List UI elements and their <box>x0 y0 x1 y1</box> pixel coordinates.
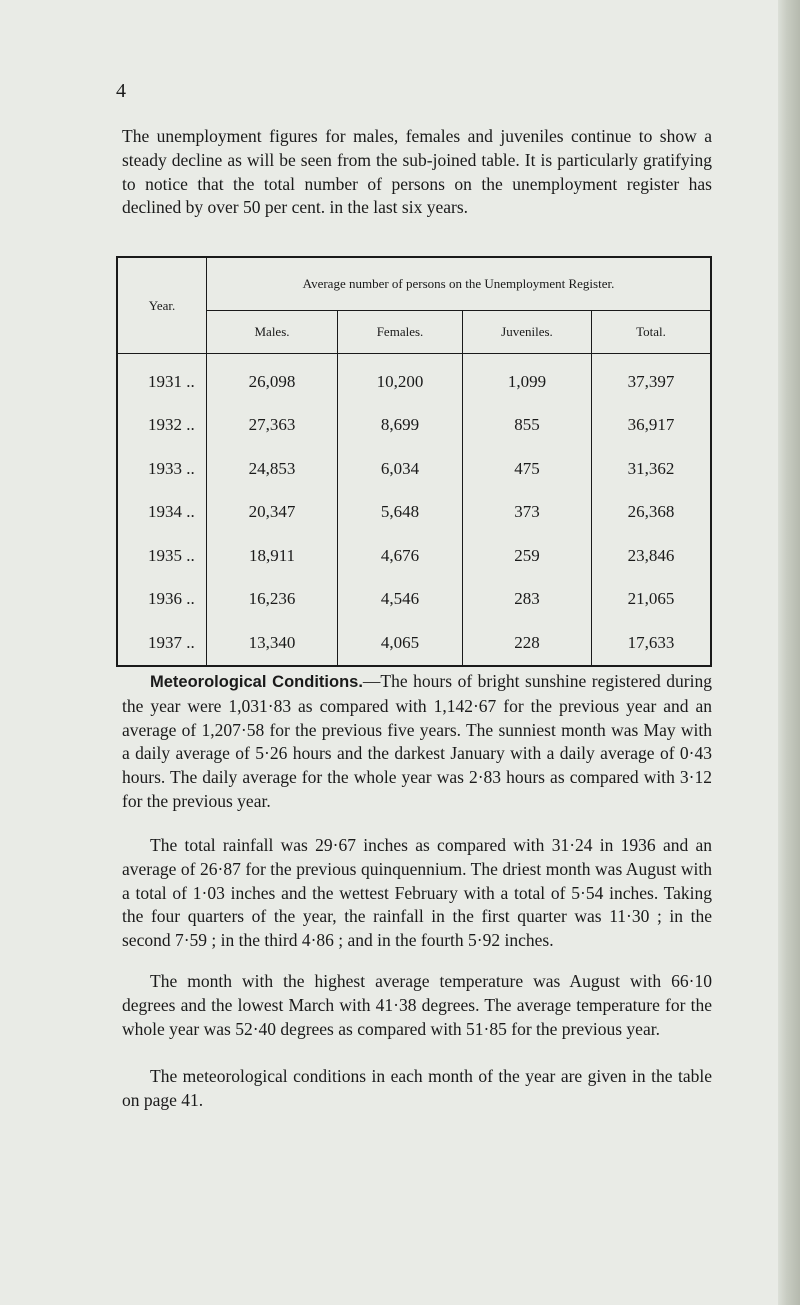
meteorological-heading: Meteorological Conditions. <box>150 673 363 691</box>
year-cell: 1934 .. <box>117 491 207 535</box>
column-header-row <box>117 311 711 354</box>
unemployment-table <box>116 256 712 667</box>
juveniles-cell: 855 <box>463 404 592 448</box>
meteorological-paragraph <box>122 670 712 814</box>
table-row <box>117 621 711 666</box>
juveniles-cell: 259 <box>463 534 592 578</box>
table-row <box>117 447 711 491</box>
females-cell: 6,034 <box>338 447 463 491</box>
page-number: 4 <box>116 80 126 102</box>
males-cell: 18,911 <box>207 534 338 578</box>
table-row <box>117 534 711 578</box>
meteorological-text: —The hours of bright sunshine registered during the year were 1,031·83 as compared with 1,142·67 for the previous year and an average of 1,207·58 for the previous five years. The sunniest month was May with a daily average of 5·26 hours and the darkest January with a daily average of 0·43 hours. The daily average for the whole year was 2·83 hours as compared with 3·12 for the previous year. <box>122 671 713 811</box>
males-cell: 24,853 <box>207 447 338 491</box>
total-header: Total. <box>592 311 712 354</box>
table-row <box>117 578 711 622</box>
males-cell: 27,363 <box>207 404 338 448</box>
total-cell: 26,368 <box>627 502 675 522</box>
males-header: Males. <box>207 311 338 354</box>
total-cell: 31,362 <box>627 458 675 478</box>
males-cell: 13,340 <box>207 621 338 666</box>
juveniles-cell: 475 <box>463 447 592 491</box>
total-cell: 37,397 <box>627 371 675 391</box>
page-edge <box>778 0 800 1305</box>
juveniles-cell: 228 <box>463 621 592 666</box>
table-row <box>117 491 711 535</box>
total-cell: 21,065 <box>627 589 675 609</box>
year-header: Year. <box>117 257 207 354</box>
total-cell: 17,633 <box>627 632 675 652</box>
year-cell: 1935 .. <box>117 534 207 578</box>
table-row <box>117 354 711 404</box>
total-cell: 36,917 <box>627 415 675 435</box>
males-cell: 20,347 <box>207 491 338 535</box>
females-cell: 4,676 <box>338 534 463 578</box>
year-cell: 1932 .. <box>117 404 207 448</box>
juveniles-cell: 373 <box>463 491 592 535</box>
year-cell: 1933 .. <box>117 447 207 491</box>
females-header: Females. <box>338 311 463 354</box>
intro-paragraph: The unemployment figures for males, females and juveniles continue to show a steady decline as will be seen from the sub-joined table. It is particularly gratifying to notice that the total number of persons on the unemployment register has declined by over 50 per cent. in the last six years. <box>122 126 712 218</box>
rainfall-paragraph: The total rainfall was 29·67 inches as compared with 31·24 in 1936 and an average of 26·87 for the previous quinquennium. The driest month was August with a total of 1·03 inches and the wettest February with a total of 5·54 inches. Taking the four quarters of the year, the rainfall in the first quarter was 11·30 ; in the second 7·59 ; in the third 4·86 ; and in the fourth 5·92 inches. <box>122 835 712 951</box>
females-cell: 10,200 <box>338 354 463 404</box>
females-cell: 4,546 <box>338 578 463 622</box>
temperature-paragraph: The month with the highest average temperature was August with 66·10 degrees and the lowest March with 41·38 degrees. The average temperature for the whole year was 52·40 degrees as compared with 51·85 for the previous year. <box>122 971 712 1039</box>
females-cell: 4,065 <box>338 621 463 666</box>
males-cell: 16,236 <box>207 578 338 622</box>
females-cell: 8,699 <box>338 404 463 448</box>
females-cell: 5,648 <box>338 491 463 535</box>
table-header-row <box>117 257 711 311</box>
table-body <box>117 354 711 666</box>
juveniles-cell: 283 <box>463 578 592 622</box>
males-cell: 26,098 <box>207 354 338 404</box>
total-cell: 23,846 <box>627 545 675 565</box>
juveniles-header: Juveniles. <box>463 311 592 354</box>
year-cell: 1931 .. <box>117 354 207 404</box>
year-cell: 1937 .. <box>117 621 207 666</box>
year-cell: 1936 .. <box>117 578 207 622</box>
group-header: Average number of persons on the Unemployment Register. <box>207 257 712 311</box>
juveniles-cell: 1,099 <box>463 354 592 404</box>
conditions-paragraph: The meteorological conditions in each month of the year are given in the table on page 41. <box>122 1066 712 1110</box>
table-row <box>117 404 711 448</box>
